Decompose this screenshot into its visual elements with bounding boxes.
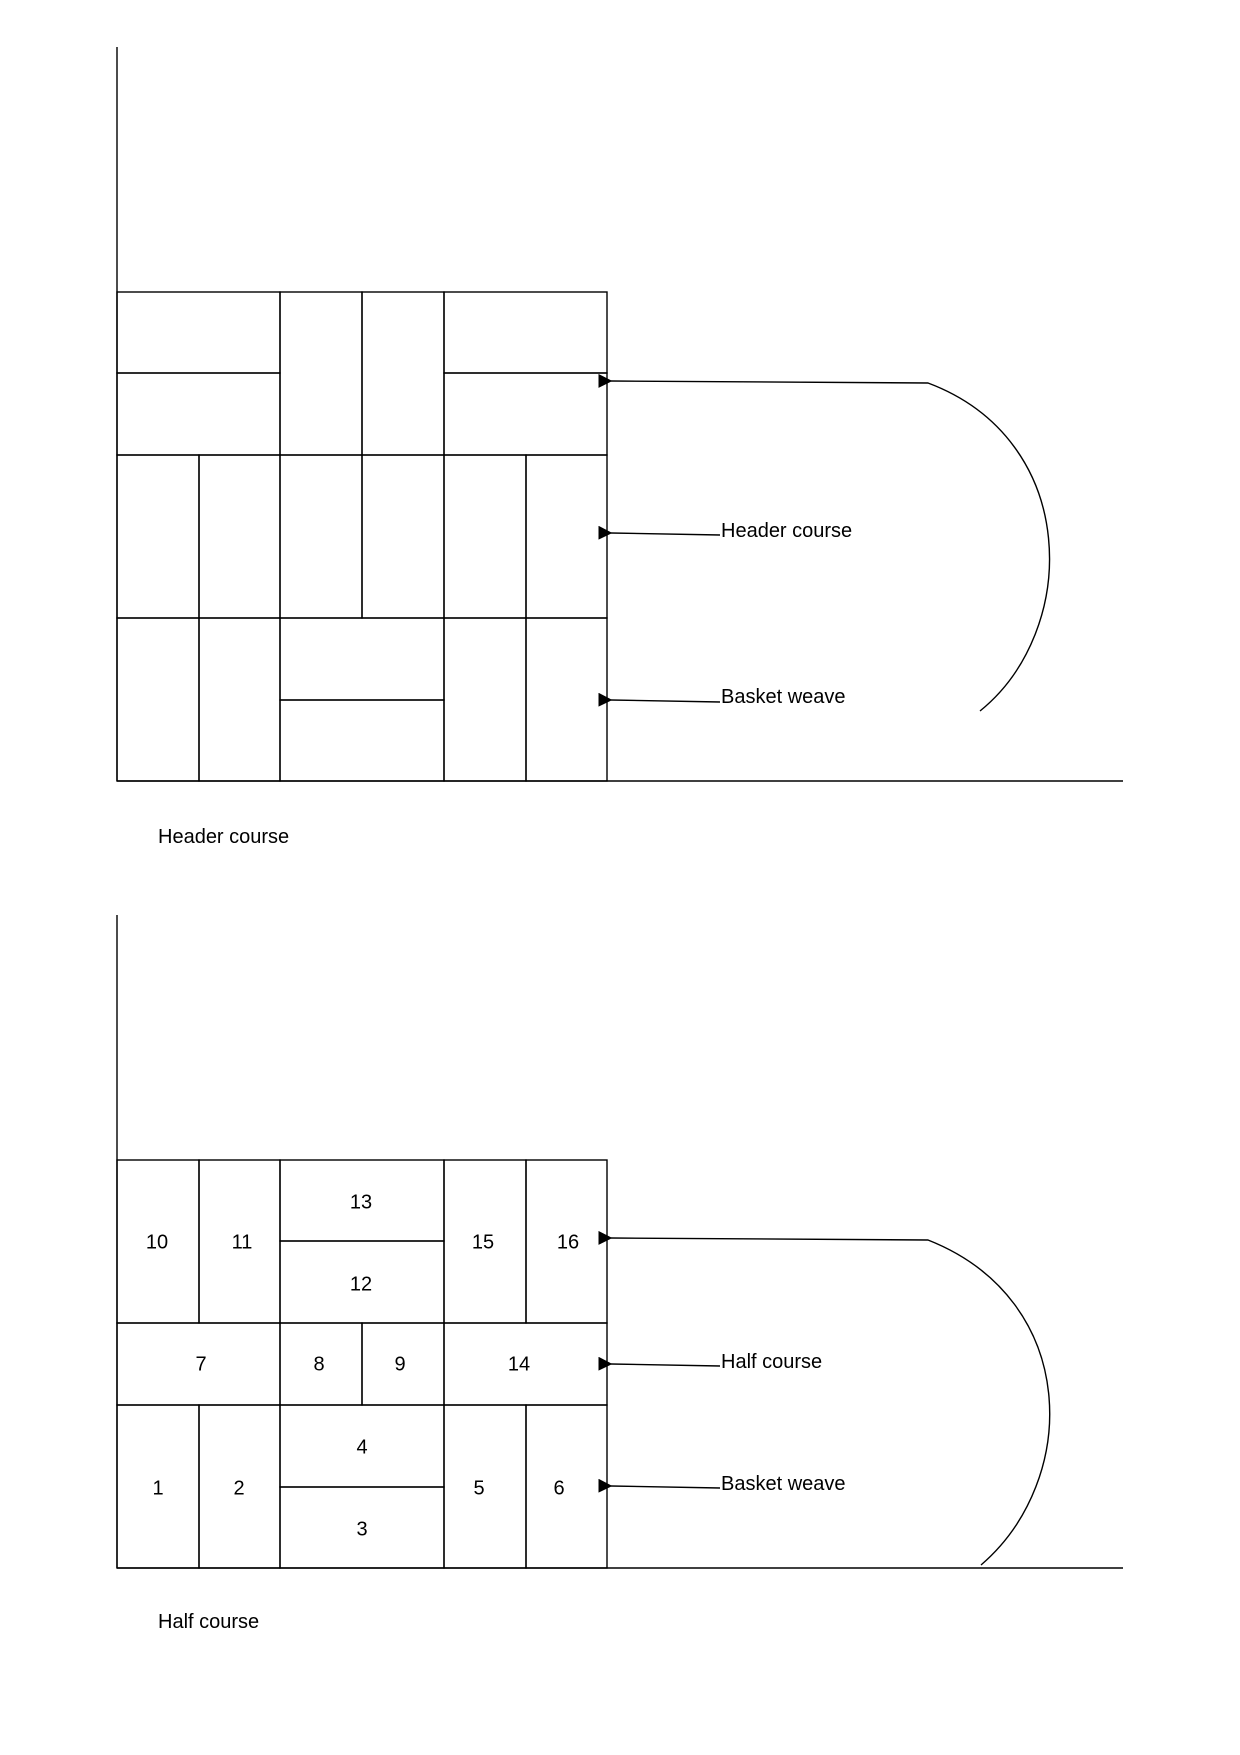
brick-number: 11 [231,1231,253,1254]
course-label: Header course [721,520,853,542]
brick [526,455,607,618]
brick-number: 2 [233,1477,245,1500]
brick [444,455,526,618]
brick [444,618,526,781]
brick [199,455,280,618]
diagram-caption: Header course [158,826,290,848]
brick [280,618,444,700]
brick [362,455,444,618]
brick-number: 3 [356,1518,368,1541]
brick-number: 8 [313,1353,325,1376]
brick [362,292,444,455]
brick [117,455,199,618]
diagram-caption: Half course [158,1611,260,1633]
arrow-basket-weave [611,700,720,702]
brick-number: 6 [553,1477,565,1500]
header-course-diagram [117,47,1123,848]
brick [444,373,607,455]
curved-arrow [611,1238,1050,1565]
brick [444,292,607,373]
brick [280,292,362,455]
brick-number: 7 [195,1353,207,1376]
brick-5 [444,1405,526,1568]
brick-number: 15 [471,1231,495,1254]
weave-label: Basket weave [721,686,846,708]
arrow-header-course [611,533,720,535]
course-label: Half course [721,1351,823,1373]
brick [280,700,444,781]
brick-number: 1 [152,1477,164,1500]
brick [117,292,280,373]
half-course-diagram [117,915,1123,1633]
brick-number: 10 [145,1231,169,1254]
brick-number: 4 [356,1436,368,1459]
brick-number: 5 [473,1477,485,1500]
brick-number: 12 [349,1273,373,1296]
brick [117,373,280,455]
brick [526,618,607,781]
arrow-basket-weave [611,1486,720,1488]
brick-number: 16 [556,1231,580,1254]
brick-6 [526,1405,607,1568]
brick [280,455,362,618]
weave-label: Basket weave [721,1473,846,1495]
brick [199,618,280,781]
brick-number: 13 [349,1191,373,1214]
brick [117,618,199,781]
brick-number: 14 [507,1353,531,1376]
brick-number: 9 [394,1353,406,1376]
curved-arrow [611,381,1050,711]
arrow-half-course [611,1364,720,1366]
